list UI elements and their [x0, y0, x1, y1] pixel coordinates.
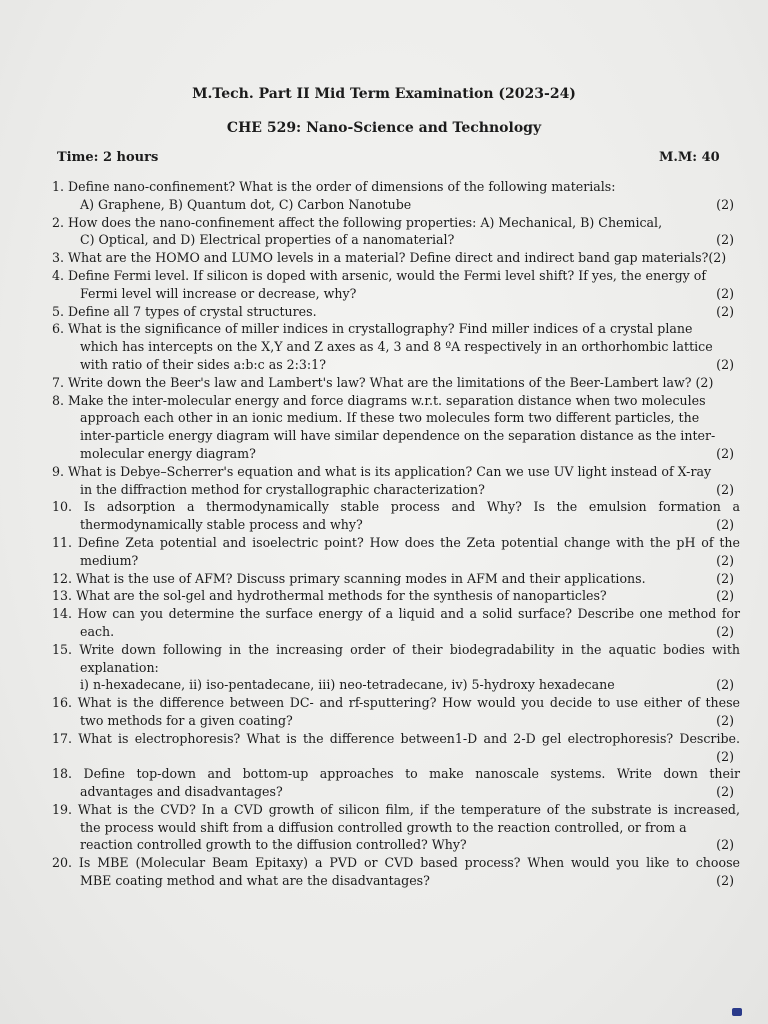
question-line: with ratio of their sides a:b:c as 2:3:1? (2)	[80, 356, 734, 372]
question-line: in the diffraction method for crystallographic characterization? (2)	[80, 481, 734, 497]
question-1	[52, 178, 740, 214]
question-line: two methods for a given coating? (2)	[80, 712, 734, 728]
max-marks-label: M.M: 40	[659, 150, 720, 165]
question-line: 11. Define Zeta potential and isoelectric point? How does the Zeta potential change with the pH of the	[52, 534, 740, 550]
question-16	[52, 694, 740, 730]
question-line: approach each other in an ionic medium. If these two molecules form two different particles, the	[80, 410, 700, 426]
question-line: thermodynamically stable process and why? (2)	[80, 517, 734, 533]
marks-label: (2)	[716, 588, 734, 604]
marks-label: (2)	[716, 481, 734, 497]
question-4	[52, 267, 740, 303]
question-19	[52, 801, 740, 854]
question-8	[52, 392, 740, 463]
question-6	[52, 320, 740, 373]
question-line: medium? (2)	[80, 552, 734, 568]
question-10	[52, 498, 740, 534]
question-line: explanation:	[80, 659, 159, 675]
question-line: 19. What is the CVD? In a CVD growth of silicon film, if the temperature of the substrate is increased,	[52, 801, 740, 817]
marks-label: (2)	[716, 445, 734, 461]
question-17	[52, 730, 740, 766]
question-line: 2. How does the nano-confinement affect the following properties: A) Mechanical, B) Chemical,	[52, 214, 663, 230]
question-line: advantages and disadvantages? (2)	[80, 784, 734, 800]
marks-label: (2)	[716, 677, 734, 693]
question-2	[52, 214, 740, 250]
question-14	[52, 605, 740, 641]
question-line: molecular energy diagram? (2)	[80, 445, 734, 461]
course-title: CHE 529: Nano-Science and Technology	[226, 120, 542, 136]
question-line: 17. What is electrophoresis? What is the difference between1-D and 2-D gel electrophoresis? Describe.	[52, 730, 740, 746]
question-line: 8. Make the inter-molecular energy and force diagrams w.r.t. separation distance when two molecules	[52, 392, 706, 408]
question-line: 18. Define top-down and bottom-up approaches to make nanoscale systems. Write down their	[52, 766, 740, 782]
question-line: 15. Write down following in the increasing order of their biodegradability in the aquatic bodies with	[52, 641, 740, 657]
question-15	[52, 641, 740, 694]
marks-label: (2)	[716, 517, 734, 533]
question-line: 20. Is MBE (Molecular Beam Epitaxy) a PVD or CVD based process? When would you like to choose	[52, 855, 740, 871]
question-line: MBE coating method and what are the disadvantages? (2)	[80, 873, 734, 889]
question-12	[52, 570, 740, 588]
time-label: Time: 2 hours	[57, 150, 159, 165]
question-line	[52, 748, 740, 766]
marks-label: (2)	[716, 748, 734, 764]
question-18	[52, 765, 740, 801]
question-line: 4. Define Fermi level. If silicon is doped with arsenic, would the Fermi level shift? If yes, the energy of	[52, 267, 707, 283]
scanner-logo-icon	[732, 1008, 742, 1016]
question-9	[52, 463, 740, 499]
question-line: 7. Write down the Beer's law and Lambert's law? What are the limitations of the Beer-Lambert law? (2)	[52, 374, 714, 390]
question-line: 13. What are the sol-gel and hydrothermal methods for the synthesis of nanoparticles? (2)	[52, 588, 734, 604]
question-line: 9. What is Debye–Scherrer's equation and what is its application? Can we use UV light instead of X-ray	[52, 463, 712, 479]
question-line: C) Optical, and D) Electrical properties of a nanomaterial? (2)	[80, 232, 734, 248]
question-line: 10. Is adsorption a thermodynamically stable process and Why? Is the emulsion formation a	[52, 499, 740, 515]
exam-title: M.Tech. Part II Mid Term Examination (2023-24)	[192, 86, 576, 102]
marks-label: (2)	[716, 837, 734, 853]
question-line: A) Graphene, B) Quantum dot, C) Carbon Nanotube (2)	[80, 196, 734, 212]
question-line: 3. What are the HOMO and LUMO levels in a material? Define direct and indirect band gap materials?(2)	[52, 250, 727, 266]
marks-label: (2)	[716, 552, 734, 568]
question-line: inter-particle energy diagram will have similar dependence on the separation distance as the inter-	[80, 428, 716, 444]
question-20	[52, 854, 740, 890]
question-line: 5. Define all 7 types of crystal structures. (2)	[52, 303, 734, 319]
marks-label: (2)	[716, 356, 734, 372]
question-line: 6. What is the significance of miller indices in crystallography? Find miller indices of a crystal plane	[52, 321, 693, 337]
marks-label: (2)	[716, 303, 734, 319]
question-line: i) n-hexadecane, ii) iso-pentadecane, iii) neo-tetradecane, iv) 5-hydroxy hexadecane (2)	[80, 677, 734, 693]
question-line: Fermi level will increase or decrease, why? (2)	[80, 285, 734, 301]
marks-label: (2)	[716, 232, 734, 248]
question-line: the process would shift from a diffusion controlled growth to the reaction controlled, or from a	[80, 819, 687, 835]
question-13	[52, 587, 740, 605]
question-line: 16. What is the difference between DC- and rf-sputtering? How would you decide to use either of these	[52, 695, 740, 711]
marks-label: (2)	[716, 712, 734, 728]
question-11	[52, 534, 740, 570]
question-line: reaction controlled growth to the diffusion controlled? Why? (2)	[80, 837, 734, 853]
question-line: each. (2)	[80, 623, 734, 639]
question-7	[52, 374, 740, 392]
marks-label: (2)	[716, 196, 734, 212]
question-5	[52, 303, 740, 321]
question-line: 12. What is the use of AFM? Discuss primary scanning modes in AFM and their applications. (2)	[52, 570, 734, 586]
marks-label: (2)	[716, 623, 734, 639]
question-3	[52, 249, 740, 267]
question-line: 1. Define nano-confinement? What is the order of dimensions of the following materials:	[52, 179, 616, 194]
marks-label: (2)	[716, 285, 734, 301]
question-list	[52, 178, 740, 890]
marks-label: (2)	[716, 570, 734, 586]
question-line: which has intercepts on the X,Y and Z axes as 4, 3 and 8 ºA respectively in an orthorhombic lattice	[80, 339, 713, 355]
marks-label: (2)	[716, 784, 734, 800]
marks-label: (2)	[716, 873, 734, 889]
question-line: 14. How can you determine the surface energy of a liquid and a solid surface? Describe one method for	[52, 606, 740, 622]
